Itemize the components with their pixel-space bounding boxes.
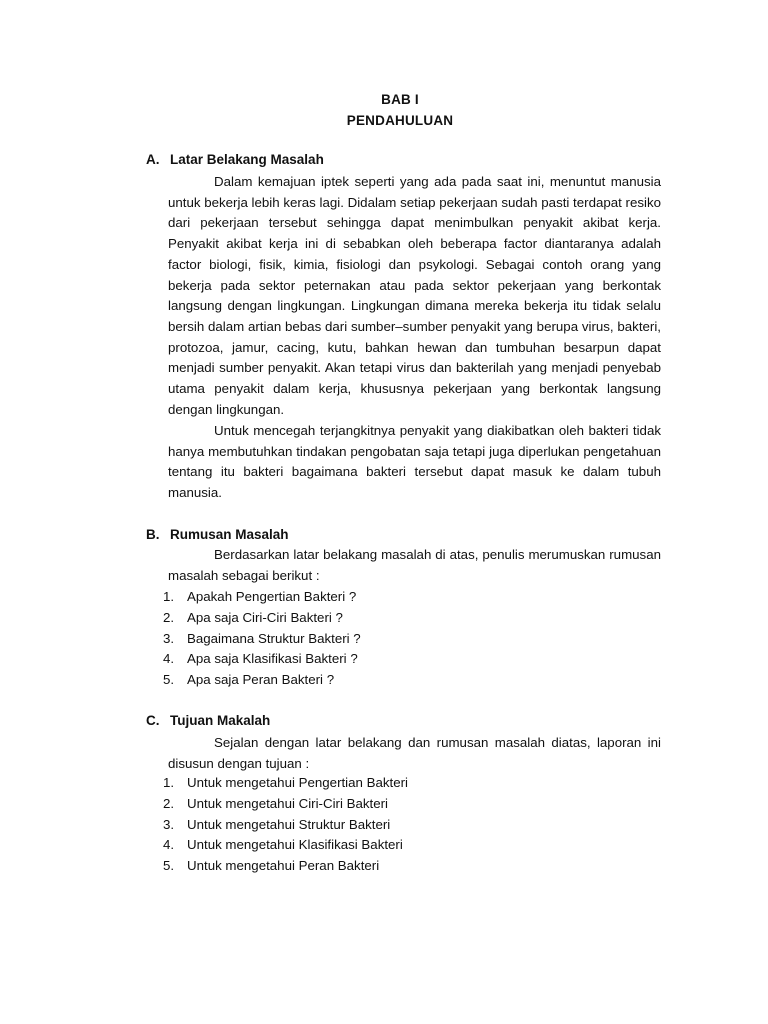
section-heading-tujuan-makalah xyxy=(146,713,270,728)
list-text: Apa saja Peran Bakteri ? xyxy=(187,672,335,688)
section-title: Rumusan Masalah xyxy=(170,527,289,542)
numbered-list xyxy=(163,773,408,877)
list-number: 5. xyxy=(163,672,175,688)
list-number: 3. xyxy=(163,816,175,832)
chapter-number: BAB I xyxy=(381,92,419,107)
list-number: 5. xyxy=(163,858,175,874)
list-item xyxy=(163,649,361,670)
list-number: 2. xyxy=(163,795,175,811)
list-text: Bagaimana Struktur Bakteri ? xyxy=(187,630,361,646)
list-text: Apa saja Ciri-Ciri Bakteri ? xyxy=(187,609,343,625)
list-item xyxy=(163,587,361,608)
numbered-list xyxy=(163,587,361,691)
list-item xyxy=(163,835,408,856)
list-number: 1. xyxy=(163,589,175,604)
list-text: Apa saja Klasifikasi Bakteri ? xyxy=(187,651,358,667)
paragraph: Berdasarkan latar belakang masalah di atas, penulis merumuskan rumusan masalah sebagai berikut : xyxy=(168,547,661,583)
list-item xyxy=(163,629,361,650)
list-text: Untuk mengetahui Ciri-Ciri Bakteri xyxy=(187,795,388,811)
section-heading-rumusan-masalah xyxy=(146,527,289,542)
paragraph: Untuk mencegah terjangkitnya penyakit yang diakibatkan oleh bakteri tidak hanya membutuhkan tindakan pengobatan saja tetapi juga diperlukan pengetahuan tentang itu bakteri bagaimana bakteri tersebut dapat masuk ke dalam tubuh manusia. xyxy=(168,423,661,501)
list-number: 3. xyxy=(163,630,175,646)
list-number: 1. xyxy=(163,775,175,790)
section-title: Tujuan Makalah xyxy=(170,713,271,728)
list-text: Untuk mengetahui Peran Bakteri xyxy=(187,858,380,874)
chapter-title: PENDAHULUAN xyxy=(346,113,454,128)
list-item xyxy=(163,815,408,836)
list-number: 2. xyxy=(163,609,175,625)
section-letter: A. xyxy=(146,152,160,167)
list-item xyxy=(163,794,408,815)
list-text: Untuk mengetahui Struktur Bakteri xyxy=(187,816,391,832)
section-heading-latar-belakang xyxy=(146,152,324,167)
list-item xyxy=(163,773,408,794)
list-number: 4. xyxy=(163,837,175,853)
list-item xyxy=(163,670,361,691)
paragraph: Sejalan dengan latar belakang dan rumusan masalah diatas, laporan ini disusun dengan tujuan : xyxy=(168,735,661,771)
list-text: Apakah Pengertian Bakteri ? xyxy=(187,589,357,604)
section-letter: B. xyxy=(146,527,160,542)
paragraph: Dalam kemajuan iptek seperti yang ada pada saat ini, menuntut manusia untuk bekerja lebih keras lagi. Didalam setiap pekerjaan sudah pasti terdapat resiko dari pekerjaan tersebut sehingga dapat menimbulkan penyakit akibat kerja. Penyakit akibat kerja ini di sebabkan oleh beberapa factor diantaranya adalah factor biologi, fisik, kimia, fisiologi dan psykologi. Sebagai contoh orang yang bekerja pada sektor peternakan atau pada sektor pekerjaan yang berkontak langsung dengan lingkungan. Lingkungan dimana mereka bekerja itu tidak selalu bersih dalam artian bebas dari sumber–sumber penyakit yang berupa virus, bakteri, protozoa, jamur, cacing, kutu, bahkan hewan dan tumbuhan besarpun dapat menjadi sumber penyakit. Akan tetapi virus dan bakterilah yang menjadi penyebab utama penyakit dalam kerja, khususnya pekerjaan yang berkontak langsung dengan lingkungan. xyxy=(168,174,662,417)
list-number: 4. xyxy=(163,651,175,667)
list-item xyxy=(163,856,408,877)
section-title: Latar Belakang Masalah xyxy=(170,152,324,167)
list-text: Untuk mengetahui Pengertian Bakteri xyxy=(187,775,409,790)
list-item xyxy=(163,608,361,629)
section-letter: C. xyxy=(146,713,160,728)
list-text: Untuk mengetahui Klasifikasi Bakteri xyxy=(187,837,403,853)
